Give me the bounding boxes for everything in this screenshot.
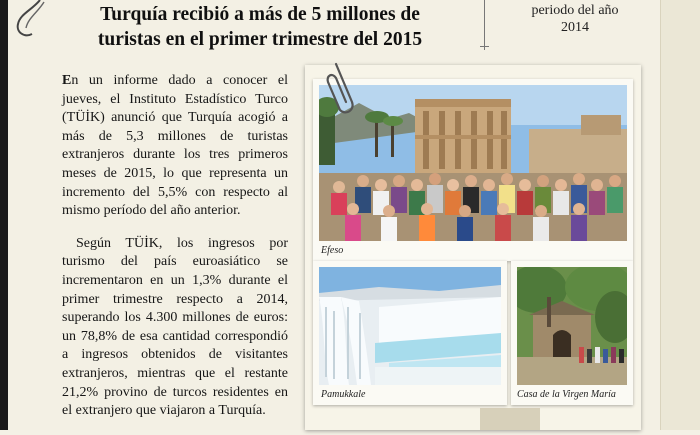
pamukkale-photo[interactable] (319, 267, 501, 385)
article-headline (60, 2, 460, 52)
caption-virgen: Casa de la Virgen María (517, 389, 616, 400)
decorative-stamp (480, 408, 540, 430)
right-page-panel (660, 0, 700, 430)
article-body (62, 72, 288, 435)
photo-frame-pamukkale (313, 261, 507, 405)
virgen-photo[interactable] (517, 267, 627, 385)
column-divider (484, 0, 485, 50)
caption-pamukkale: Pamukkale (321, 389, 366, 400)
decorative-swirl-icon (10, 0, 46, 40)
side-note (500, 2, 650, 36)
paper-clip-icon (322, 62, 362, 118)
article-paragraph-2: Según TÜİK, los ingresos por turismo del país euroasiático se incrementaron en un 1,3% durante el primer trimestre respecto a 2014, superando los 4.300 millones de euros: un 78,8% de esa cantidad correspondió a ingresos obtenidos de visitantes extranjeros, mientras que el restante 21,2% provino de turcos residentes en el extranjero que viajaron a Turquía. (62, 235, 288, 419)
photo-collage (305, 65, 641, 430)
side-note-line-1: periodo del año (531, 3, 619, 18)
drop-cap: E (62, 73, 72, 88)
caption-efeso: Efeso (321, 245, 344, 256)
divider-tick (480, 46, 489, 47)
paragraph-1-text: n un informe dado a conocer el jueves, el Instituto Estadístico Turco (TÜİK) anunció que Turquía acogió a más de 5,3 millones de turistas extranjeros durante los tres primeros meses de 2015, lo que representa un incremento del 5,5% con respecto al mismo período del año anterior. (62, 73, 288, 219)
article-paragraph-1 (62, 72, 288, 221)
left-page-edge (0, 0, 8, 430)
efeso-photo[interactable] (319, 85, 627, 241)
photo-frame-virgen (511, 261, 633, 405)
headline-line-2: turistas en el primer trimestre del 2015 (97, 29, 423, 50)
headline-line-1: Turquía recibió a más de 5 millones de (100, 4, 420, 25)
side-note-line-2: 2014 (561, 20, 589, 35)
